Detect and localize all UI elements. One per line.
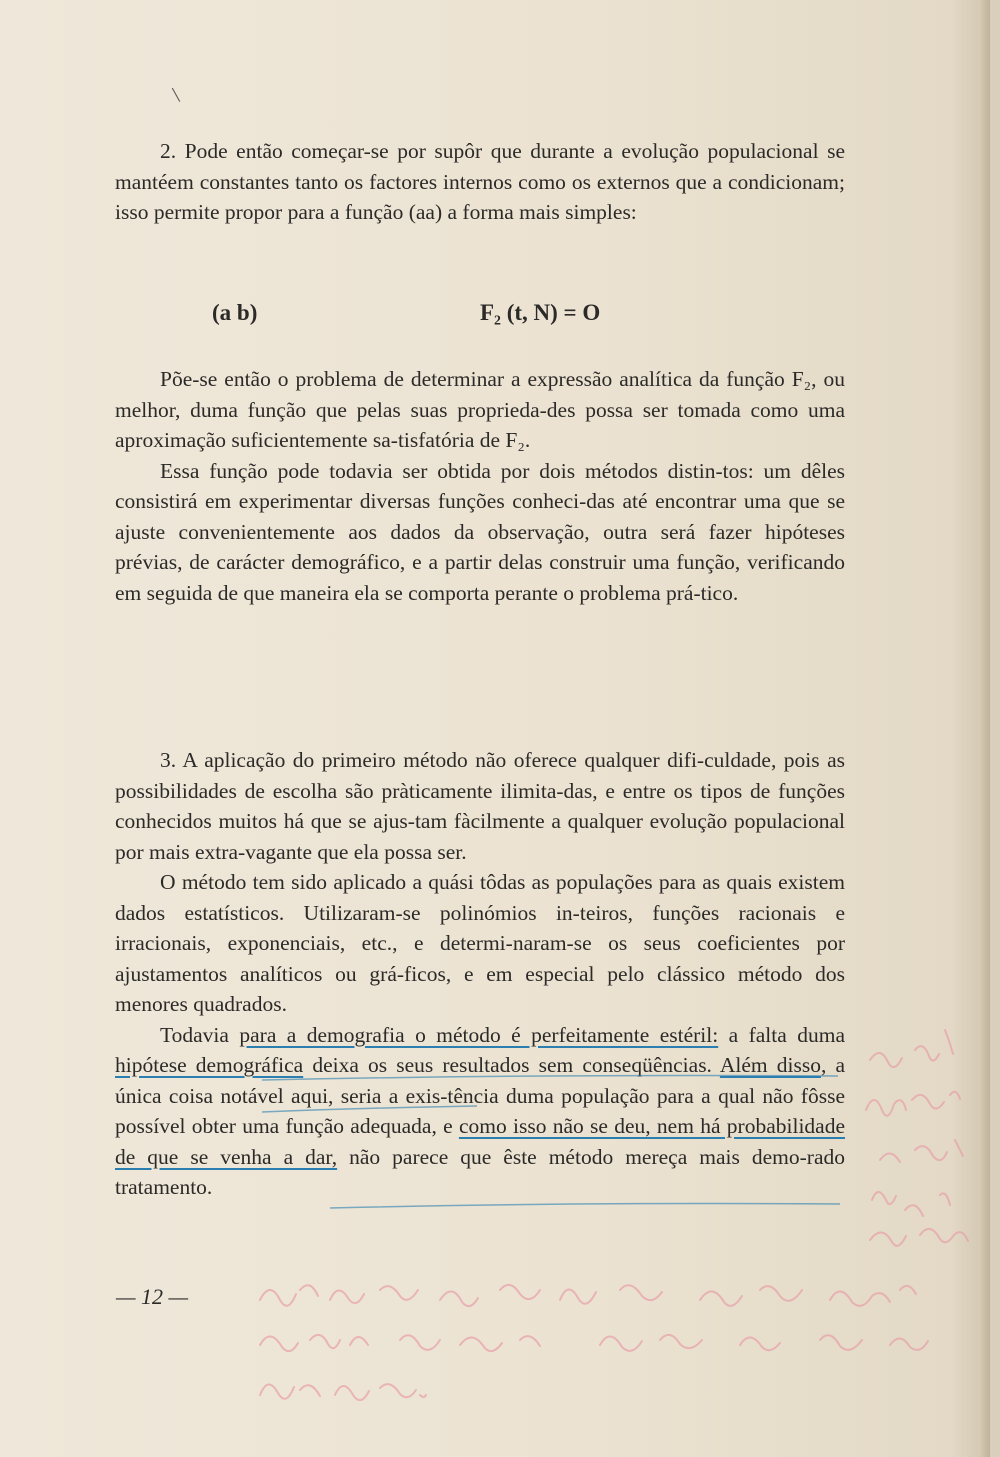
underlined-phrase: Além disso	[719, 1053, 821, 1077]
paragraph-annotated: Todavia para a demografia o método é perfeitamente estéril: a falta duma hipótese demográfica deixa os seus resultados sem conseqüências. Além disso, a única coisa notável aqui, seria a exis-tência duma população para a qual não fôsse possível obter uma função adequada, e como isso não se deu, nem há probabilidade de que se venha a dar, não parece que êste método mereça mais demo-rado tratamento.	[115, 1022, 845, 1199]
underlined-phrase: para a demografia o método é perfeitamente estéril:	[239, 1022, 719, 1047]
paragraph: Essa função pode todavia ser obtida por dois métodos distin-tos: um dêles consistirá em experimentar diversas funções conheci-das até encontrar uma que se ajuste convenientemente aos dados da observação, outra será fazer hipóteses prévias, de carácter demográfico, e a partir delas construir uma função, verificando em seguida de que maneira ela se comporta perante o problema prá-tico.	[115, 458, 845, 605]
underlined-phrase: hipótese demográfica	[115, 1053, 304, 1077]
formula-label: (a b)	[212, 300, 258, 325]
paragraph: 3. A aplicação do primeiro método não oferece qualquer difi-culdade, pois as possibilidades de escolha são pràticamente ilimita-das, e entre os tipos de funções conhecidos muitos há que se ajus-tam fàcilmente a qualquer evolução populacional por mais extra-vagante que ela possa ser.	[115, 748, 845, 864]
margin-tick-mark: \	[170, 81, 182, 108]
formula: F₂ (t, N) = O	[480, 300, 601, 325]
paragraph: O método tem sido aplicado a quási tôdas as populações para as quais existem dados estatísticos. Utilizaram-se polinómios in-teiros, funções racionais e irracionais, exponenciais, etc., e determi-naram-se os seus coeficientes por ajustamentos analíticos ou grá-ficos, e em especial pelo clássico método dos menores quadrados.	[115, 870, 845, 1016]
paragraph: Põe-se então o problema de determinar a expressão analítica da função F₂, ou melhor, duma função que pelas suas proprieda-des possa ser tomada como uma aproximação suficientemente sa-tisfatória de F₂.	[115, 367, 845, 452]
underlined-phrase: como isso não se deu, nem há probabilidade de que se venha a dar,	[115, 1114, 845, 1169]
paragraph: 2. Pode então começar-se por supôr que durante a evolução populacional se mantéem constantes tanto os factores internos como os externos que a condicionam; isso permite propor para a função (aa) a forma mais simples:	[115, 139, 845, 224]
page-number: — 12 —	[116, 1284, 189, 1309]
